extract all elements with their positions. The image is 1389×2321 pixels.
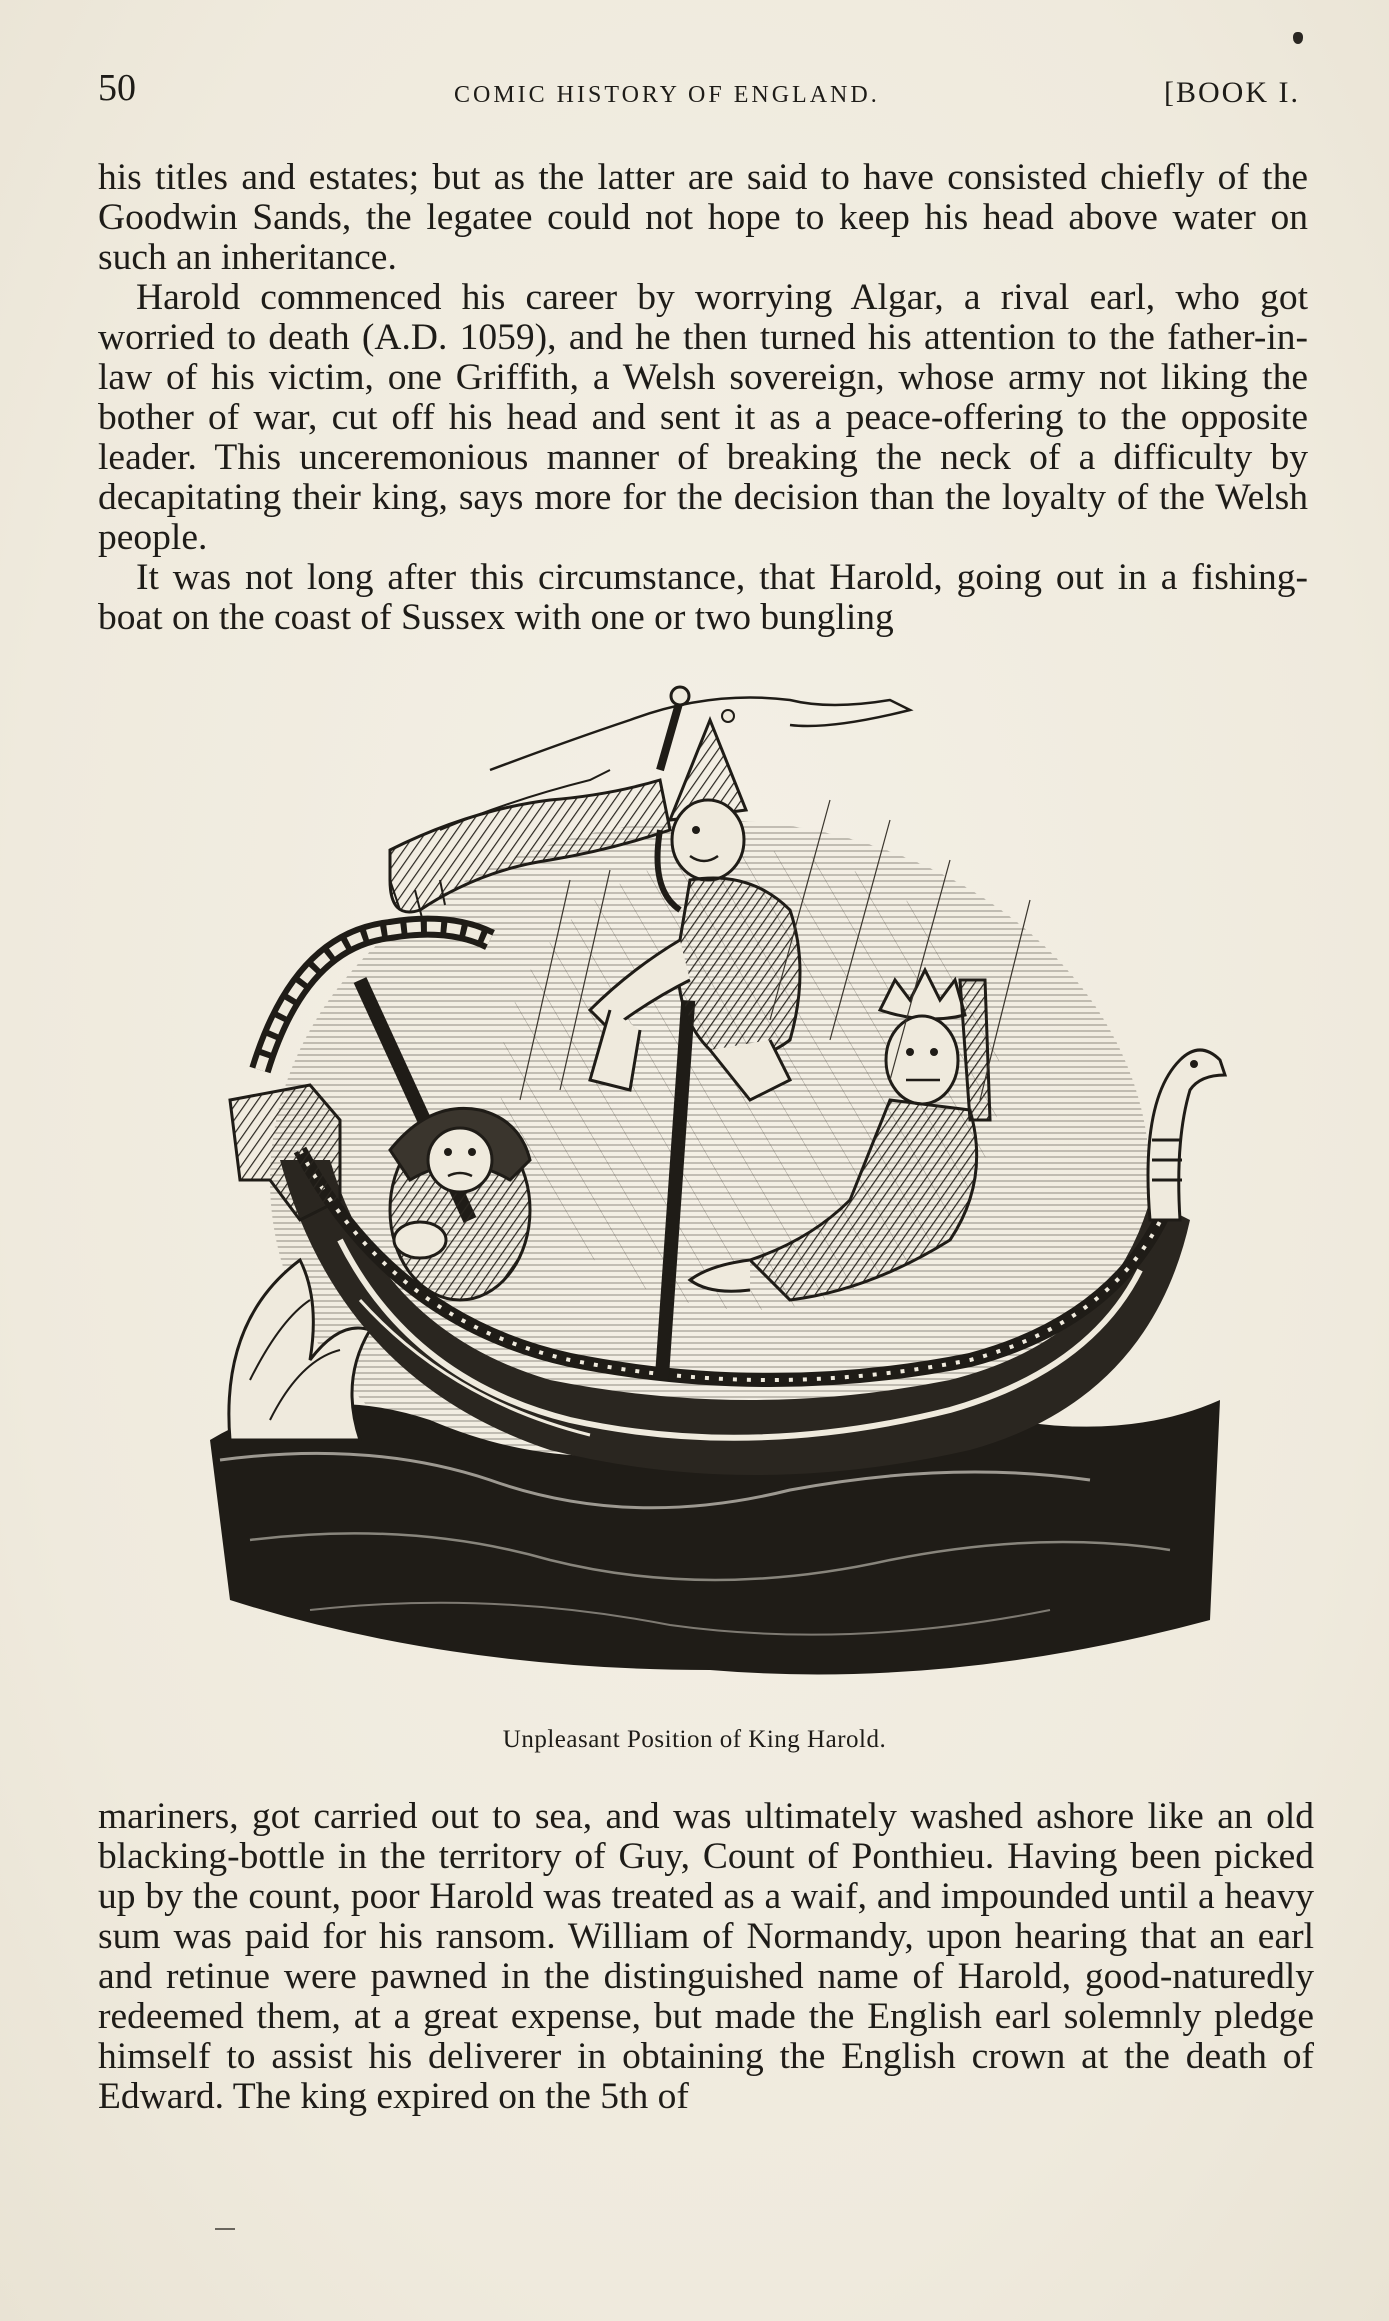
stray-mark <box>215 2228 235 2230</box>
book-label: [BOOK I. <box>1164 76 1300 109</box>
paragraph-3: It was not long after this circumstance, that Harold, going out in a fishing-boat on the coast of Sussex with one or two bungling <box>98 557 1308 638</box>
page-number: 50 <box>98 67 136 109</box>
running-head <box>98 66 1310 116</box>
boat-engraving <box>190 680 1230 1710</box>
paragraph-4: mariners, got carried out to sea, and was ultimately washed ashore like an old blacking-bottle in the territory of Guy, Count of Ponthieu. Having been picked up by the count, poor Harold was treated as a waif, and impounded until a heavy sum was paid for his ransom. William of Normandy, upon hearing that an earl and retinue were pawned in the distinguished name of Harold, good-naturedly redeemed them, at a great expense, but made the English earl solemnly pledge himself to assist his deliverer in obtaining the English crown at the death of Edward. The king expired on the 5th of <box>98 1796 1314 2117</box>
paragraph-1: his titles and estates; but as the latter are said to have consisted chiefly of the Goodwin Sands, the legatee could not hope to keep his head above water on such an inheritance. <box>98 157 1308 278</box>
illustration-caption: Unpleasant Position of King Harold. <box>502 1726 887 1753</box>
paragraph-2: Harold commenced his career by worrying Algar, a rival earl, who got worried to death (A.D. 1059), and he then turned his attention to the father-in-law of his victim, one Griffith, a Welsh sovereign, whose army not liking the bother of war, cut off his head and sent it as a peace-offering to the opposite leader. This unceremonious manner of breaking the neck of a difficulty by decapitating their king, says more for the decision than the loyalty of the Welsh people. <box>98 277 1308 558</box>
ink-blot <box>1293 32 1303 44</box>
running-title: COMIC HISTORY OF ENGLAND. <box>454 82 880 108</box>
